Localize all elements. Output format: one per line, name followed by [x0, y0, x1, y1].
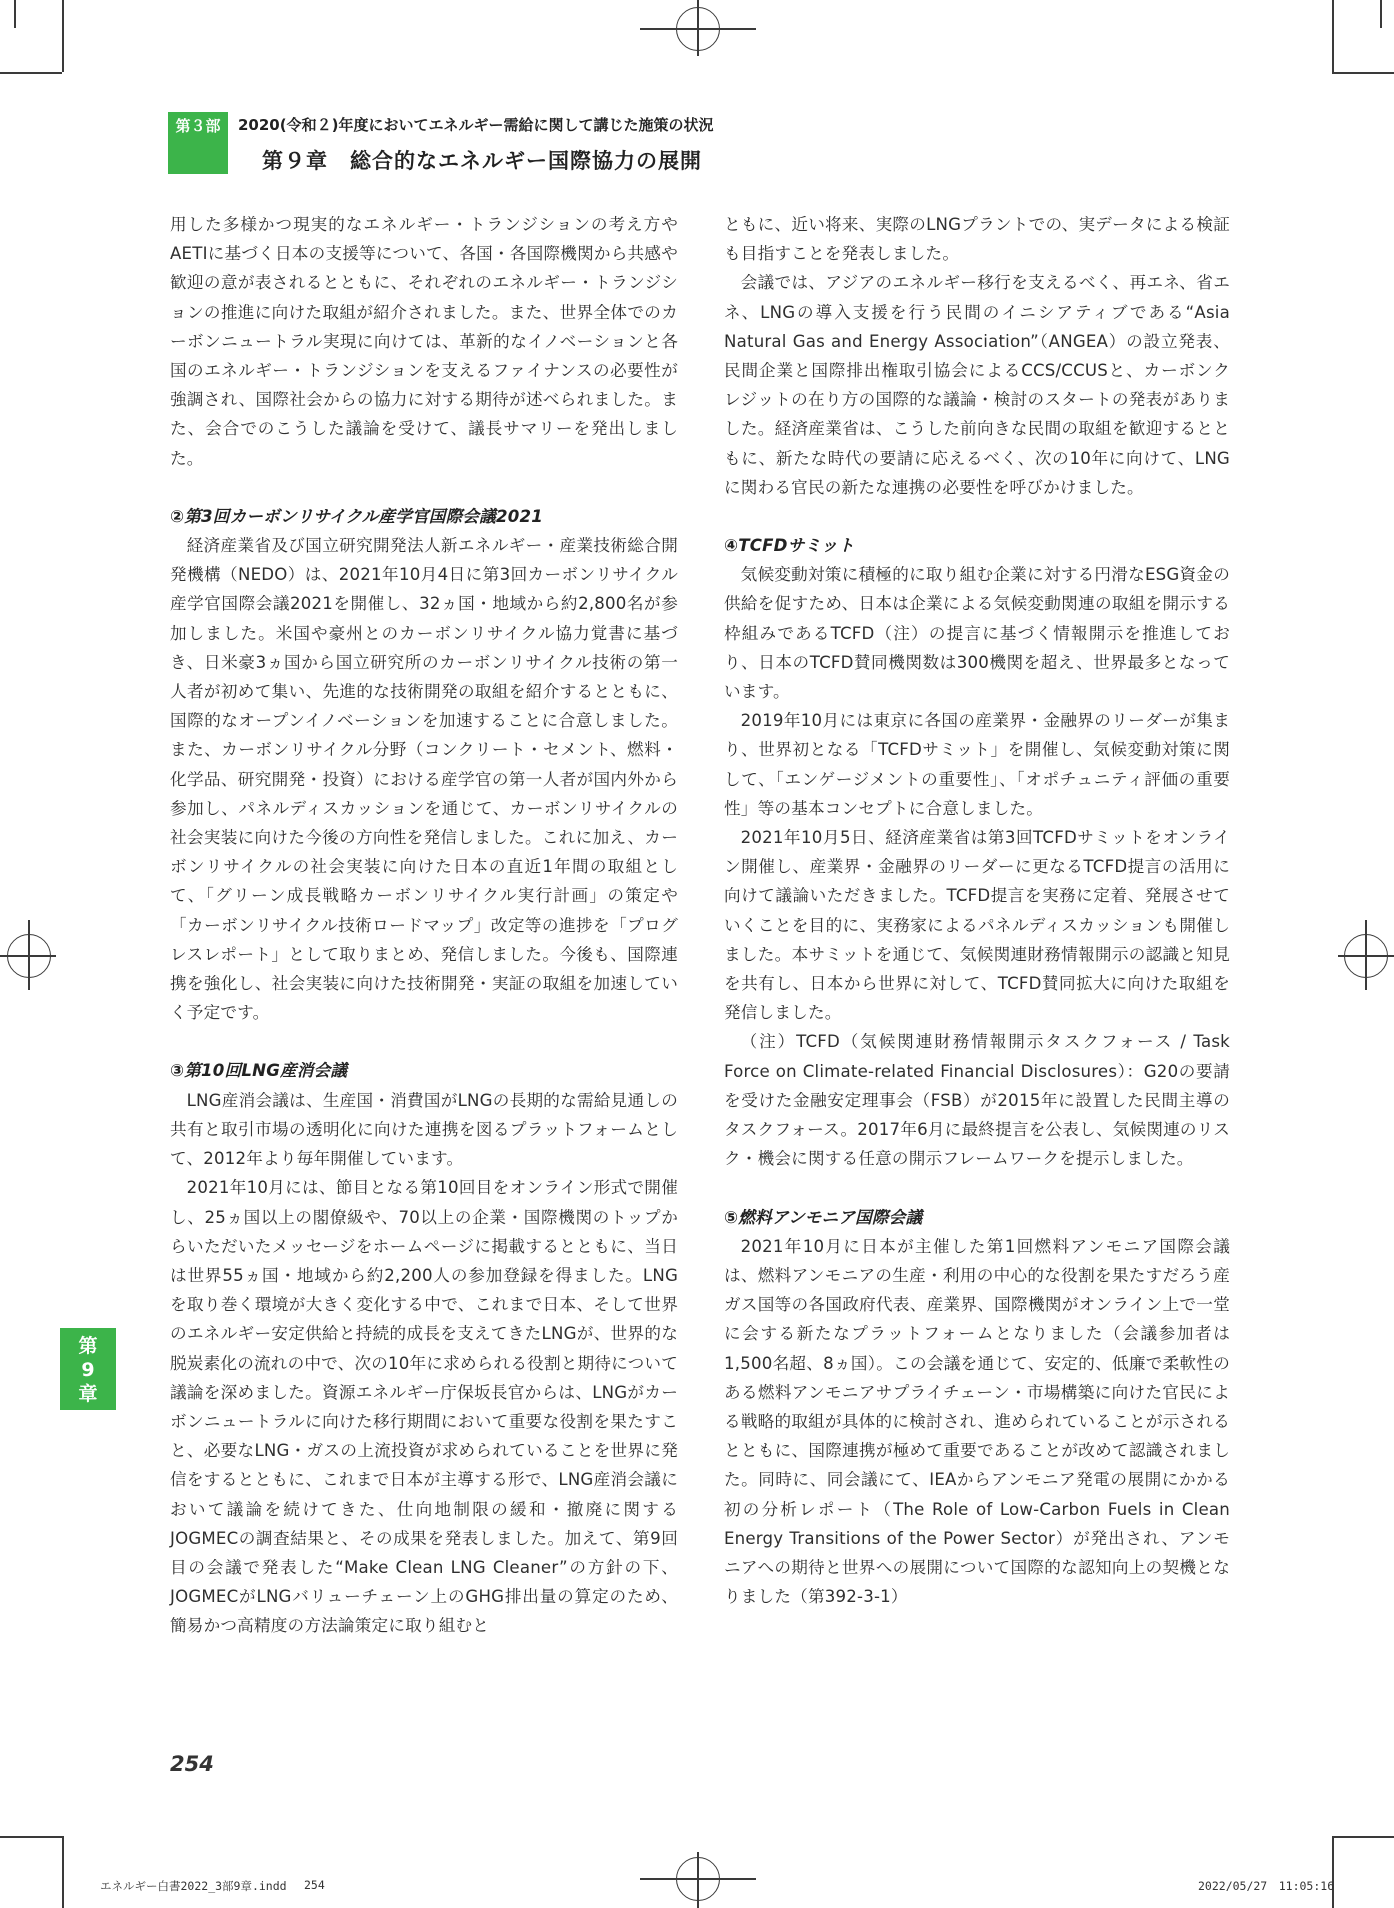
body-paragraph: 会議では、アジアのエネルギー移行を支えるべく、再エネ、省エネ、LNGの導入支援を行う民間のイニシアティブである“Asia Natural Gas and Energy Association”（ANGEA）の設立発表、民間企業と国際排出権取引協会によるCCS/CCUSと、カーボンクレジットの在り方の国際的な議論・検討のスタートの発表がありました。経済産業省は、こうした前向きな民間の取組を歓迎するとともに、新たな時代の要請に応えるべく、次の10年に向けて、LNGに関わる官民の新たな連携の必要性を呼びかけました。	[724, 273, 1230, 497]
body-paragraph: 2021年10月に日本が主催した第1回燃料アンモニア国際会議は、燃料アンモニアの生産・利用の中心的な役割を果たすだろう産ガス国等の各国政府代表、産業界、国際機関がオンライン上で一堂に会する新たなプラットフォームとなりました（会議参加者は1,500名超、8ヵ国）。この会議を通じて、安定的、低廉で柔軟性のある燃料アンモニアサプライチェーン・市場構築に向けた官民による戦略的取組が具体的に検討され、進められていることが示されるとともに、国際連携が極めて重要であることが改めて認識されました。同時に、同会議にて、IEAからアンモニア発電の展開にかかる初の分析レポート（The Role of Low-Carbon Fuels in Clean Energy Transitions of the Power Sector）が発出され、アンモニアへの期待と世界への展開について国際的な認知向上の契機となりました（第392-3-1）	[724, 1236, 1230, 1607]
crop-mark	[0, 1836, 62, 1838]
chapter-title: 第９章 総合的なエネルギー国際協力の展開	[262, 149, 702, 173]
chapter-side-tab	[60, 1328, 116, 1410]
crop-mark	[0, 72, 62, 74]
registration-mark	[7, 934, 51, 978]
footnote: （注）TCFD（気候関連財務情報開示タスクフォース / Task Force on Climate-related Financial Disclosures）：G20の要請を受けた金融安定理事会（FSB）が2015年に設置した民間主導のタスクフォース。2017年6月に最終提言を公表し、気候関連のリスク・機会に関する任意の開示フレームワークを提示しました。	[724, 1032, 1230, 1169]
page-number: 254	[170, 1752, 214, 1776]
crop-mark	[1332, 0, 1334, 72]
registration-mark	[676, 1857, 720, 1901]
chapter-tab-label: 章	[78, 1383, 98, 1405]
section-heading: ⑤燃料アンモニア国際会議	[724, 1207, 923, 1227]
crop-mark	[62, 1836, 64, 1908]
crop-mark	[14, 0, 16, 28]
body-paragraph: 経済産業省及び国立研究開発法人新エネルギー・産業技術総合開発機構（NEDO）は、2021年10月4日に第3回カーボンリサイクル産学官国際会議2021を開催し、32ヵ国・地域から約2,800名が参加しました。米国や豪州とのカーボンリサイクル協力覚書に基づき、日米豪3ヵ国から国立研究所のカーボンリサイクル技術の第一人者が初めて集い、先進的な技術開発の取組を紹介するとともに、国際的なオープンイノベーションを加速することに合意しました。また、カーボンリサイクル分野（コンクリート・セメント、燃料・化学品、研究開発・投資）における産学官の第一人者が国内外から参加し、パネルディスカッションを通じて、カーボンリサイクルの社会実装に向けた今後の方向性を発信しました。これに加え、カーボンリサイクルの社会実装に向けた日本の直近1年間の取組として、「グリーン成長戦略カーボンリサイクル実行計画」の策定や「カーボンリサイクル技術ロードマップ」改定等の進捗を「プログレスレポート」として取りまとめ、発信しました。今後も、国際連携を強化し、社会実装に向けた技術開発・実証の取組を加速していく予定です。	[170, 536, 678, 1023]
section-heading: ④TCFDサミット	[724, 536, 855, 556]
body-paragraph: 2021年10月5日、経済産業省は第3回TCFDサミットをオンライン開催し、産業界・金融界のリーダーに更なるTCFD提言の活用に向けて議論いただきました。TCFD提言を実務に定着、発展させていくことを目的に、実務家によるパネルディスカッションも開催しました。本サミットを通じて、気候関連財務情報開示の認識と知見を共有し、日本から世界に対して、TCFD賛同拡大に向けた取組を発信しました。	[724, 828, 1230, 1023]
part-badge: 第３部	[168, 112, 228, 140]
body-paragraph: ともに、近い将来、実際のLNGプラントでの、実データによる検証も目指すことを発表しました。	[724, 215, 1230, 264]
body-paragraph: 2019年10月には東京に各国の産業界・金融界のリーダーが集まり、世界初となる「TCFDサミット」を開催し、気候変動対策に関して、「エンゲージメントの重要性」、「オポチュニティ評価の重要性」等の基本コンセプトに合意しました。	[724, 711, 1230, 818]
crop-mark	[1332, 1836, 1334, 1908]
crop-mark	[1380, 0, 1382, 28]
chapter-tab-label: 第	[78, 1335, 98, 1357]
footer-timestamp: 2022/05/27 11:05:16	[1198, 1879, 1335, 1893]
part-title: 2020(令和２)年度においてエネルギー需給に関して講じた施策の状況	[238, 116, 714, 134]
crop-mark	[62, 0, 64, 72]
header-color-band	[168, 140, 228, 174]
right-column	[724, 210, 1230, 1611]
body-paragraph: 2021年10月には、節目となる第10回目をオンライン形式で開催し、25ヵ国以上の閣僚級や、70以上の企業・国際機関のトップからいただいたメッセージをホームページに掲載するとともに、当日は世界55ヵ国・地域から約2,200人の参加登録を得ました。LNGを取り巻く環境が大きく変化する中で、これまで日本、そして世界のエネルギー安定供給と持続的成長を支えてきたLNGが、世界的な脱炭素化の流れの中で、次の10年に求められる役割と期待について議論を深めました。資源エネルギー庁保坂長官からは、LNGがカーボンニュートラルに向けた移行期間において重要な役割を果たすこと、必要なLNG・ガスの上流投資が求められていることを世界に発信をするとともに、これまで日本が主導する形で、LNG産消会議において議論を続けてきた、仕向地制限の緩和・撤廃に関するJOGMECの調査結果と、その成果を発表しました。加えて、第9回目の会議で発表した“Make Clean LNG Cleaner”の方針の下、JOGMECがLNGバリューチェーン上のGHG排出量の算定のため、簡易かつ高精度の方法論策定に取り組むと	[170, 1178, 678, 1636]
chapter-tab-number: 9	[81, 1359, 95, 1381]
body-paragraph: 用した多様かつ現実的なエネルギー・トランジションの考え方やAETIに基づく日本の支援等について、各国・各国際機関から共感や歓迎の意が表されるとともに、それぞれのエネルギー・トランジションの推進に向けた取組が紹介されました。また、世界全体でのカーボンニュートラル実現に向けては、革新的なイノベーションと各国のエネルギー・トランジションを支えるファイナンスの必要性が強調され、国際社会からの協力に対する期待が述べられました。また、会合でのこうした議論を受けて、議長サマリーを発出しました。	[170, 215, 678, 468]
left-column	[170, 210, 678, 1641]
section-heading: ②第3回カーボンリサイクル産学官国際会議2021	[170, 506, 543, 526]
registration-mark	[676, 7, 720, 51]
registration-mark	[1344, 934, 1388, 978]
crop-mark	[1332, 1836, 1394, 1838]
body-paragraph: 気候変動対策に積極的に取り組む企業に対する円滑なESG資金の供給を促すため、日本は企業による気候変動関連の取組を開示する枠組みであるTCFD（注）の提言に基づく情報開示を推進しており、日本のTCFD賛同機関数は300機関を超え、世界最多となっています。	[724, 565, 1230, 702]
body-paragraph: LNG産消会議は、生産国・消費国がLNGの長期的な需給見通しの共有と取引市場の透明化に向けた連携を図るプラットフォームとして、2012年より毎年開催しています。	[170, 1090, 678, 1169]
crop-mark	[1332, 72, 1394, 74]
footer-page-number: 254	[304, 1878, 325, 1892]
section-heading: ③第10回LNG産消会議	[170, 1061, 348, 1081]
footer-filename: エネルギー白書2022_3部9章.indd	[100, 1879, 287, 1893]
